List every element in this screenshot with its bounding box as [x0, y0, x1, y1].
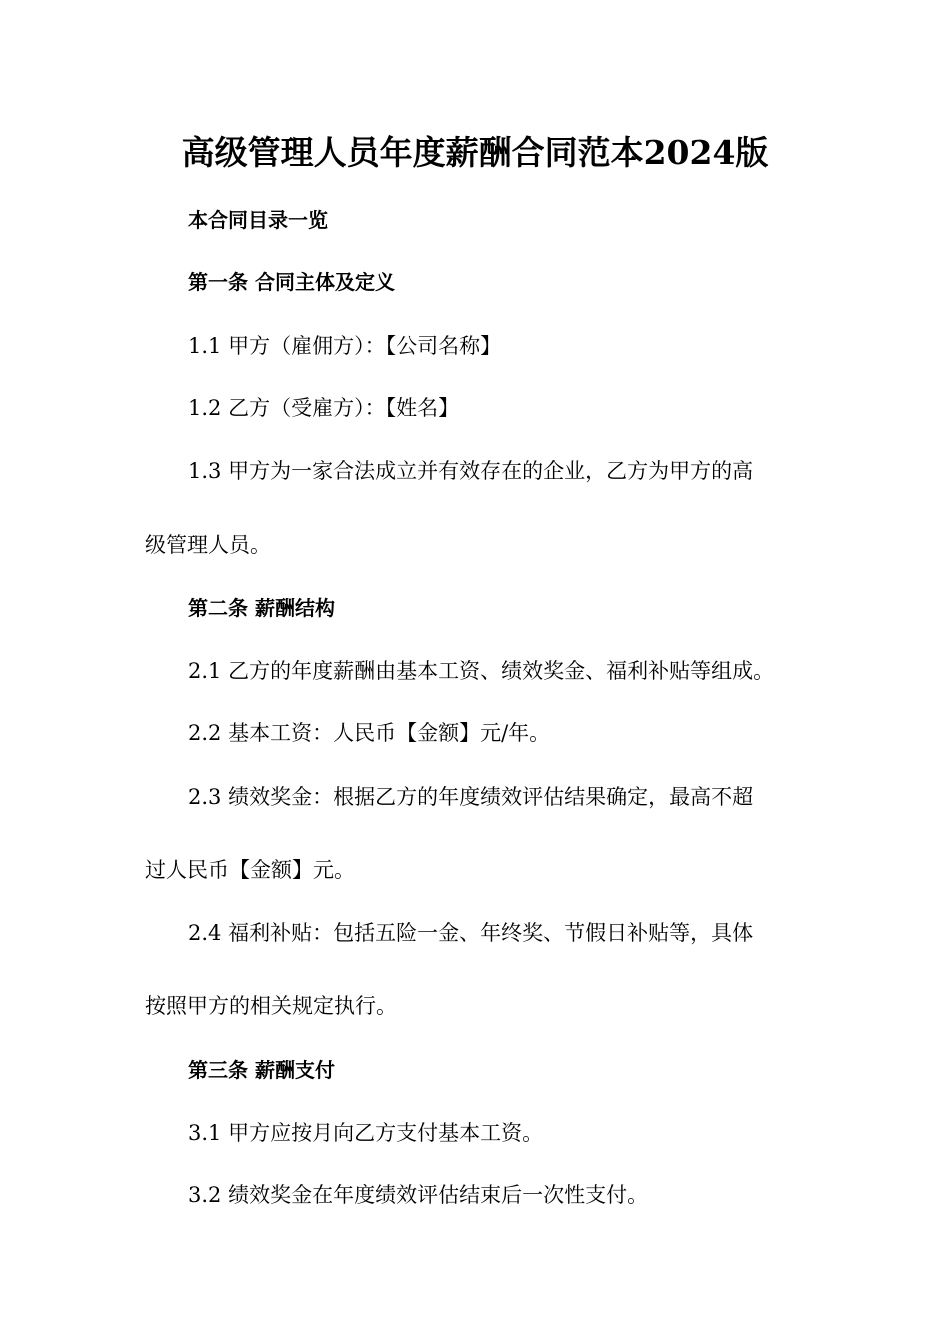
section-heading-1: 第一条 合同主体及定义 [188, 270, 395, 294]
section-heading-3: 第三条 薪酬支付 [188, 1058, 335, 1082]
clause-1-2: 1.2 乙方（受雇方）：【姓名】 [188, 396, 460, 420]
clause-1-3-line-2: 级管理人员。 [145, 533, 271, 557]
clause-2-3-line-2: 过人民币【金额】元。 [145, 858, 355, 882]
clause-3-1: 3.1 甲方应按月向乙方支付基本工资。 [188, 1121, 544, 1145]
section-heading-2: 第二条 薪酬结构 [188, 596, 335, 620]
clause-2-1: 2.1 乙方的年度薪酬由基本工资、绩效奖金、福利补贴等组成。 [188, 659, 775, 683]
clause-2-4-line-1: 2.4 福利补贴：包括五险一金、年终奖、节假日补贴等，具体 [188, 921, 754, 945]
clause-3-2: 3.2 绩效奖金在年度绩效评估结束后一次性支付。 [188, 1183, 649, 1207]
clause-1-3-line-1: 1.3 甲方为一家合法成立并有效存在的企业，乙方为甲方的高 [188, 459, 754, 483]
document-title: 高级管理人员年度薪酬合同范本2024版 [181, 133, 769, 172]
clause-1-1: 1.1 甲方（雇佣方）：【公司名称】 [188, 334, 502, 358]
toc-heading: 本合同目录一览 [188, 208, 328, 232]
clause-2-2: 2.2 基本工资：人民币【金额】元/年。 [188, 721, 551, 745]
clause-2-3-line-1: 2.3 绩效奖金：根据乙方的年度绩效评估结果确定，最高不超 [188, 785, 754, 809]
clause-2-4-line-2: 按照甲方的相关规定执行。 [145, 994, 397, 1018]
